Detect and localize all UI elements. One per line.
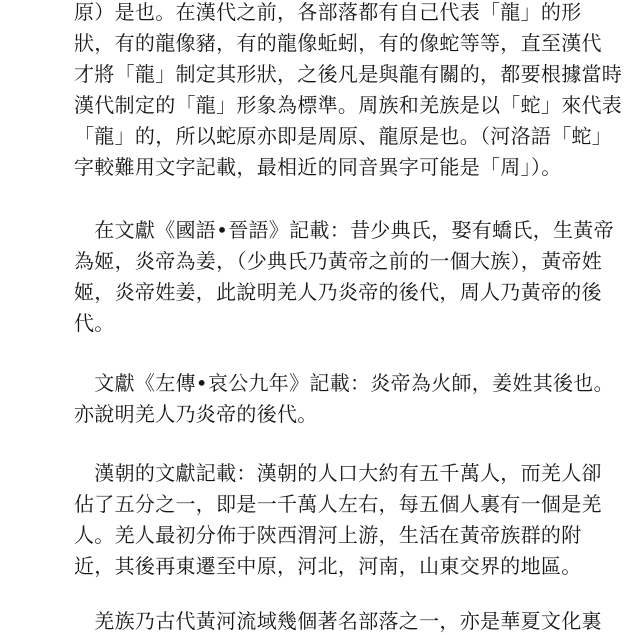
paragraph-zuozhuan <box>74 368 614 430</box>
text-line: 姬，炎帝姓姜，此說明羌人乃炎帝的後代，周人乃黃帝的後 <box>74 280 602 304</box>
text-line: 近，其後再東遷至中原，河北，河南，山東交界的地區。 <box>74 554 582 578</box>
text-line: 漢代制定的「龍」形象為標準。周族和羌族是以「蛇」來代表 <box>74 93 623 117</box>
paragraph-qiang-tribe <box>74 606 602 635</box>
text-line: 在文獻《國語•晉語》記載：昔少典氏，娶有蟜氏，生黃帝 <box>74 218 614 242</box>
text-line: 代。 <box>74 311 115 335</box>
text-line: 文獻《左傳•哀公九年》記載：炎帝為火師，姜姓其後也。 <box>74 371 614 395</box>
text-line: 佔了五分之一，即是一千萬人左右，每五個人裏有一個是羌 <box>74 492 602 516</box>
text-line: 狀，有的龍像豬，有的龍像蚯蚓，有的像蛇等等，直至漢代 <box>74 31 602 55</box>
text-line: 「龍」的，所以蛇原亦即是周原、龍原是也。（河洛語「蛇」 <box>74 124 613 148</box>
paragraph-dragon-origins <box>74 0 623 183</box>
text-line: 才將「龍」制定其形狀，之後凡是與龍有關的，都要根據當時 <box>74 62 623 86</box>
text-line: 羌族乃古代黃河流域幾個著名部落之一，亦是華夏文化裏 <box>74 609 602 633</box>
text-line: 漢朝的文獻記載：漢朝的人口大約有五千萬人，而羌人卻 <box>74 461 602 485</box>
paragraph-guoyu-jinyu <box>74 215 614 339</box>
paragraph-han-population <box>74 458 602 582</box>
text-line: 原）是也。在漢代之前，各部落都有自己代表「龍」的形 <box>74 0 582 24</box>
text-line: 亦說明羌人乃炎帝的後代。 <box>74 402 318 426</box>
text-line: 人。羌人最初分佈于陝西渭河上游，生活在黃帝族群的附 <box>74 523 582 547</box>
text-line: 字較難用文字記載，最相近的同音異字可能是「周」）。 <box>74 155 562 179</box>
text-line: 為姬，炎帝為姜，（少典氏乃黃帝之前的一個大族），黃帝姓 <box>74 249 603 273</box>
